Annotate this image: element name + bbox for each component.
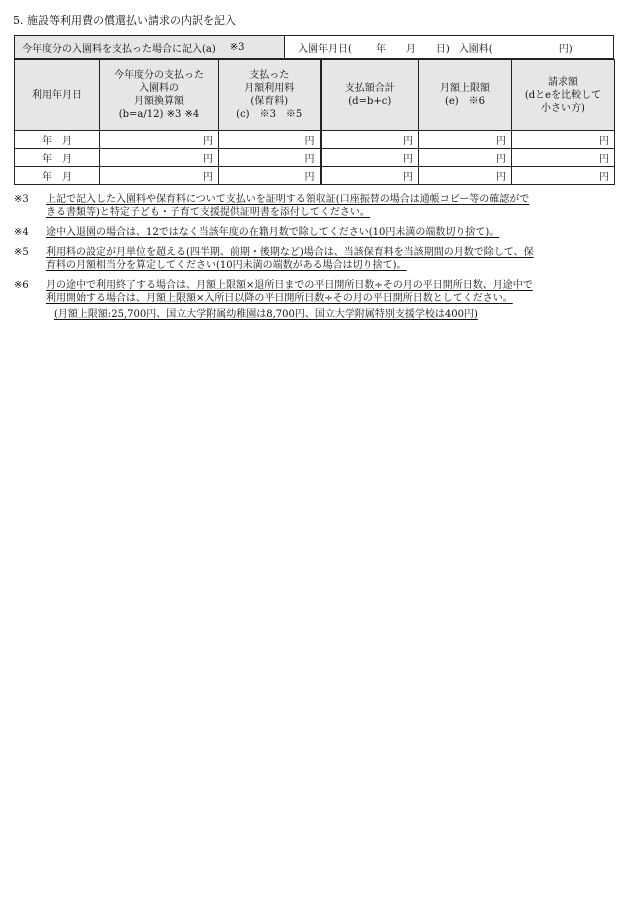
usage-date-cell[interactable]: 年 月 [15,131,100,149]
header-line: 支払った [249,70,290,81]
entrance-fee-label: 今年度分の入園料を支払った場合に記入(a) [22,43,216,55]
table-row [15,131,615,149]
header-line: 月額上限額 [440,83,490,94]
note-item [14,193,616,219]
table-row [15,149,615,167]
breakdown-table [14,59,615,185]
header-line: 支払額合計 [344,83,395,94]
section-title: 5. 施設等利用費の償還払い請求の内訳を記入 [13,14,236,27]
header-line: 入園料の [139,83,179,94]
claim-amount-cell[interactable]: 円 [512,131,615,149]
monthly-cap-cell[interactable]: 円 [419,167,512,185]
entrance-fee-note: ※3 [229,41,245,53]
note-line: 育料の月額相当分を算定してください(10円未満の端数がある場合は切り捨て)。 [46,260,407,271]
entrance-fee-field-label: 入園料( [458,43,493,55]
usage-fee-cell[interactable]: 円 [219,167,321,185]
entrance-fee-monthly-cell[interactable]: 円 [100,149,219,167]
note-mark: ※5 [14,247,29,258]
entrance-date-day: 日) [435,43,450,55]
note-line: 月の途中で利用終了する場合は、月額上限額×退所日までの平日開所日数÷その月の平日開所日数、月途中で [46,280,533,291]
note-line: 途中入退園の場合は、12ではなく当該年度の在籍月数で除してください(10円未満の端数切り捨て)。 [46,227,500,238]
entrance-fee-input-area[interactable] [285,36,613,58]
header-payment-total [321,60,419,131]
note-mark: ※6 [14,280,29,291]
header-line: (e) ※6 [444,96,486,107]
header-line: (d=b+c) [348,96,392,107]
entrance-date-month: 月 [405,43,416,55]
header-monthly-entrance-fee [100,60,219,131]
note-line: きる書類等)と特定子ども・子育て支援提供証明書を添付してください。 [46,207,370,218]
entrance-fee-row [14,35,614,59]
monthly-cap-cell[interactable]: 円 [419,149,512,167]
header-monthly-cap [419,60,512,131]
table-row [15,167,615,185]
notes [14,193,616,328]
payment-total-cell[interactable]: 円 [321,131,419,149]
header-claim-amount [512,60,615,131]
entrance-date-year: 年 [375,43,386,55]
header-line: 月額利用料 [244,83,295,94]
header-line: (c) ※3 ※5 [236,109,303,120]
header-monthly-usage-fee [219,60,321,131]
header-line: (dとeを比較して [524,89,602,101]
usage-fee-cell[interactable]: 円 [219,131,321,149]
note-text [46,193,616,219]
header-usage-date [15,60,100,131]
note-mark: ※4 [14,227,29,238]
claim-amount-cell[interactable]: 円 [512,167,615,185]
note-text [46,226,616,239]
header-line: (b=a/12) ※3 ※4 [118,109,200,120]
claim-amount-cell[interactable]: 円 [512,149,615,167]
note-text [46,246,616,272]
note-text [46,279,616,321]
usage-date-cell[interactable]: 年 月 [15,167,100,185]
note-item [14,279,616,321]
note-line: 上記で記入した入園料や保育料について支払いを証明する領収証(口座振替の場合は通帳コピー等の確認がで [46,194,530,205]
monthly-limit-note: (月額上限額:25,700円、国立大学附属幼稚園は8,700円、国立大学附属特別支援学校は400円) [54,309,478,320]
note-item [14,226,616,239]
monthly-cap-cell[interactable]: 円 [419,131,512,149]
header-line: (保育料) [250,96,289,107]
note-mark: ※3 [14,194,29,205]
note-item [14,246,616,272]
entrance-fee-monthly-cell[interactable]: 円 [100,131,219,149]
payment-total-cell[interactable]: 円 [321,167,419,185]
note-line: 利用開始する場合は、月額上限額×入所日以降の平日開所日数÷その月の平日開所日数としてください。 [46,293,513,304]
payment-total-cell[interactable]: 円 [321,149,419,167]
header-line: 今年度分の支払った [114,70,204,81]
entrance-date-prefix: 入園年月日( [298,43,352,55]
header-line: 請求額 [548,76,578,88]
entrance-fee-unit: 円) [558,43,573,55]
entrance-fee-label-cell [15,36,285,58]
note-line: 利用料の設定が月単位を超える(四半期、前期・後期など)場合は、当該保育料を当該期間の月数で除して、保 [46,247,534,258]
header-line: 月額換算額 [134,96,184,107]
header-line: 小さい方) [541,102,585,114]
usage-date-cell[interactable]: 年 月 [15,149,100,167]
usage-fee-cell[interactable]: 円 [219,149,321,167]
header-line: 利用年月日 [32,89,82,101]
entrance-fee-monthly-cell[interactable]: 円 [100,167,219,185]
table-header-row [15,60,615,131]
